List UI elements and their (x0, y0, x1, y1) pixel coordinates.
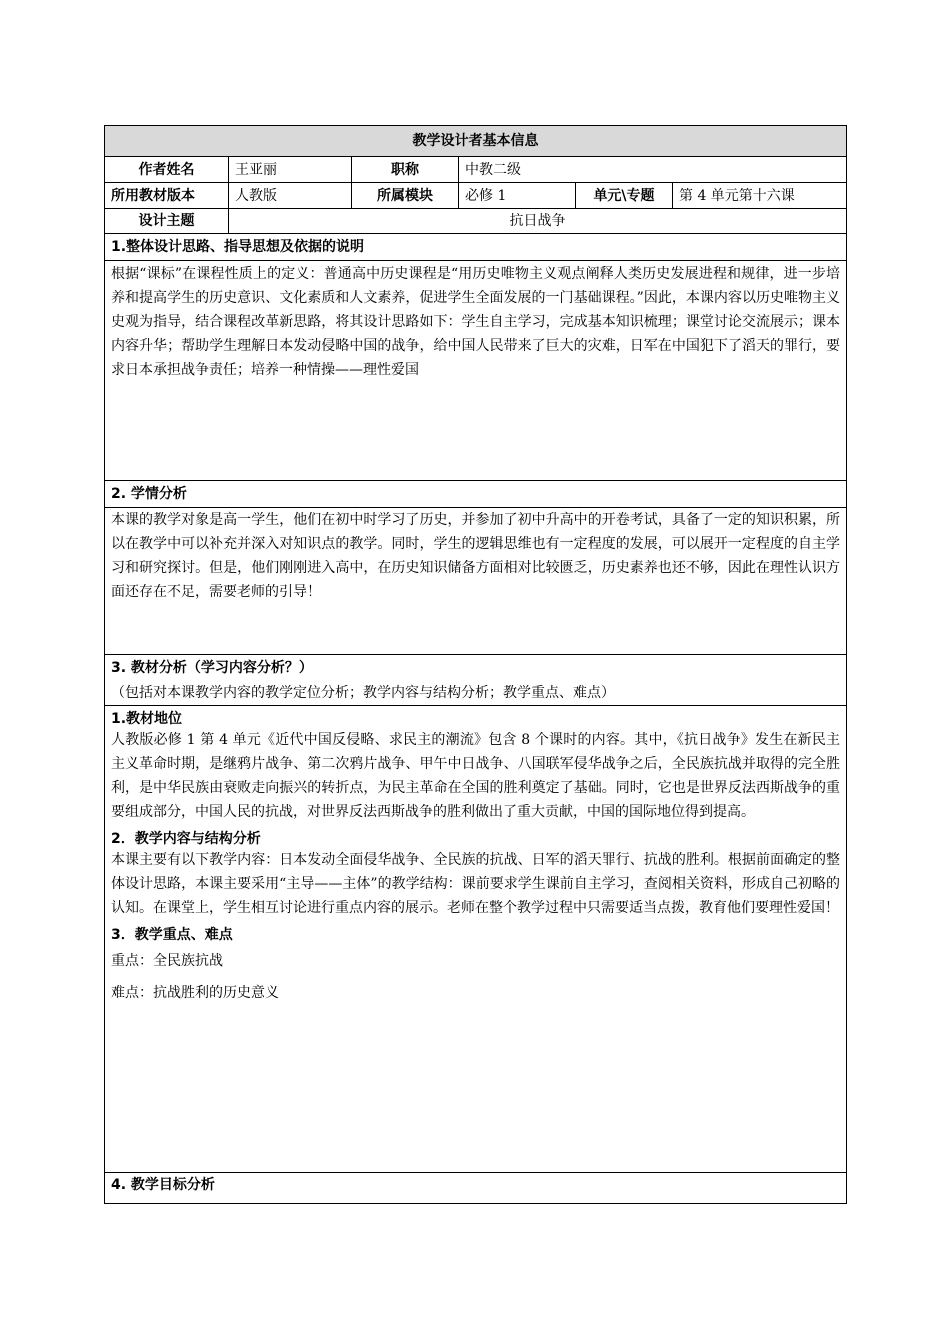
section-2-body: 本课的教学对象是高一学生，他们在初中时学习了历史，并参加了初中升高中的开卷考试，具备了一定的知识积累，所以在教学中可以补充并深入对知识点的教学。同时，学生的逻辑思维也有一定程度的发展，可以展开一定程度的自主学习和研究探讨。但是，他们刚刚进入高中，在历史知识储备方面相对比较匮乏，历史素养也还不够，因此在理性认识方面还存在不足，需要老师的引导！ (105, 508, 847, 655)
content-structure-body: 本课主要有以下教学内容：日本发动全面侵华战争、全民族的抗战、日军的滔天罪行、抗战的胜利。根据前面确定的整体设计思路，本课主要采用“主导——主体”的教学结构：课前要求学生课前自主学习，查阅相关资料，形成自己初略的认知。在课堂上，学生相互讨论进行重点内容的展示。老师在整个教学过程中只需要适当点拨，教育他们要理性爱国！ (111, 852, 841, 916)
header-row (105, 126, 847, 157)
section-1-body: 根据“课标”在课程性质上的定义：普通高中历史课程是“用历史唯物主义观点阐释人类历史发展进程和规律，进一步培养和提高学生的历史意识、文化素质和人文素养，促进学生全面发展的一门基础课程。”因此，本课内容以历史唯物主义史观为指导，结合课程改革新思路，将其设计思路如下：学生自主学习，完成基本知识梳理；课堂讨论交流展示；课本内容升华；帮助学生理解日本发动侵略中国的战争，给中国人民带来了巨大的灾难，日军在中国犯下了滔天的罪行，要求日本承担战争责任；培养一种情操——理性爱国 (105, 261, 847, 481)
section-4-heading-row (105, 1173, 847, 1204)
theme-value: 抗日战争 (229, 209, 847, 234)
title-value: 中教二级 (459, 157, 847, 183)
content-structure-heading: 2．教学内容与结构分析 (111, 831, 261, 847)
section-4-heading: 4. 教学目标分析 (105, 1173, 847, 1204)
textbook-row (105, 183, 847, 209)
textbook-position-body: 人教版必修 1 第 4 单元《近代中国反侵略、求民主的潮流》包含 8 个课时的内容。其中，《抗日战争》发生在新民主主义革命时期，是继鸦片战争、第二次鸦片战争、甲午中日战争、八国联军侵华战争之后，全民族抗战并取得的完全胜利，是中华民族由衰败走向振兴的转折点，为民主革命在全国的胜利奠定了基础。同时，它也是世界反法西斯战争的重要组成部分，中国人民的抗战，对世界反法西斯战争的胜利做出了重大贡献，中国的国际地位得到提高。 (111, 732, 841, 820)
section-3-heading-cell (105, 655, 847, 706)
difficult-point: 难点：抗战胜利的历史意义 (111, 985, 279, 1001)
design-info-sheet (104, 125, 846, 1204)
module-label: 所属模块 (352, 183, 459, 209)
textbook-value: 人教版 (229, 183, 352, 209)
section-3-heading: 3. 教材分析（学习内容分析？） (111, 660, 313, 676)
module-value: 必修 1 (459, 183, 576, 209)
table-title: 教学设计者基本信息 (105, 126, 847, 157)
textbook-label: 所用教材版本 (105, 183, 229, 209)
author-row (105, 157, 847, 183)
design-info-table (104, 125, 847, 1204)
section-3-heading-row (105, 655, 847, 706)
theme-label: 设计主题 (105, 209, 229, 234)
key-point: 重点：全民族抗战 (111, 953, 223, 969)
section-2-body-row (105, 508, 847, 655)
section-2-heading-row (105, 481, 847, 508)
textbook-position-heading: 1.教材地位 (111, 711, 183, 727)
author-label: 作者姓名 (105, 157, 229, 183)
unit-label: 单元\专题 (576, 183, 673, 209)
section-3-body-row (105, 706, 847, 1173)
title-label: 职称 (352, 157, 459, 183)
theme-row (105, 209, 847, 234)
section-1-heading-row (105, 234, 847, 261)
section-3-body-cell (105, 706, 847, 1173)
key-difficult-heading: 3．教学重点、难点 (111, 927, 233, 943)
section-3-note: （包括对本课教学内容的教学定位分析；教学内容与结构分析；教学重点、难点） (111, 685, 615, 701)
unit-value: 第 4 单元第十六课 (673, 183, 847, 209)
section-1-body-row (105, 261, 847, 481)
author-value: 王亚丽 (229, 157, 352, 183)
section-2-heading: 2. 学情分析 (105, 481, 847, 508)
section-1-heading: 1.整体设计思路、指导思想及依据的说明 (105, 234, 847, 261)
